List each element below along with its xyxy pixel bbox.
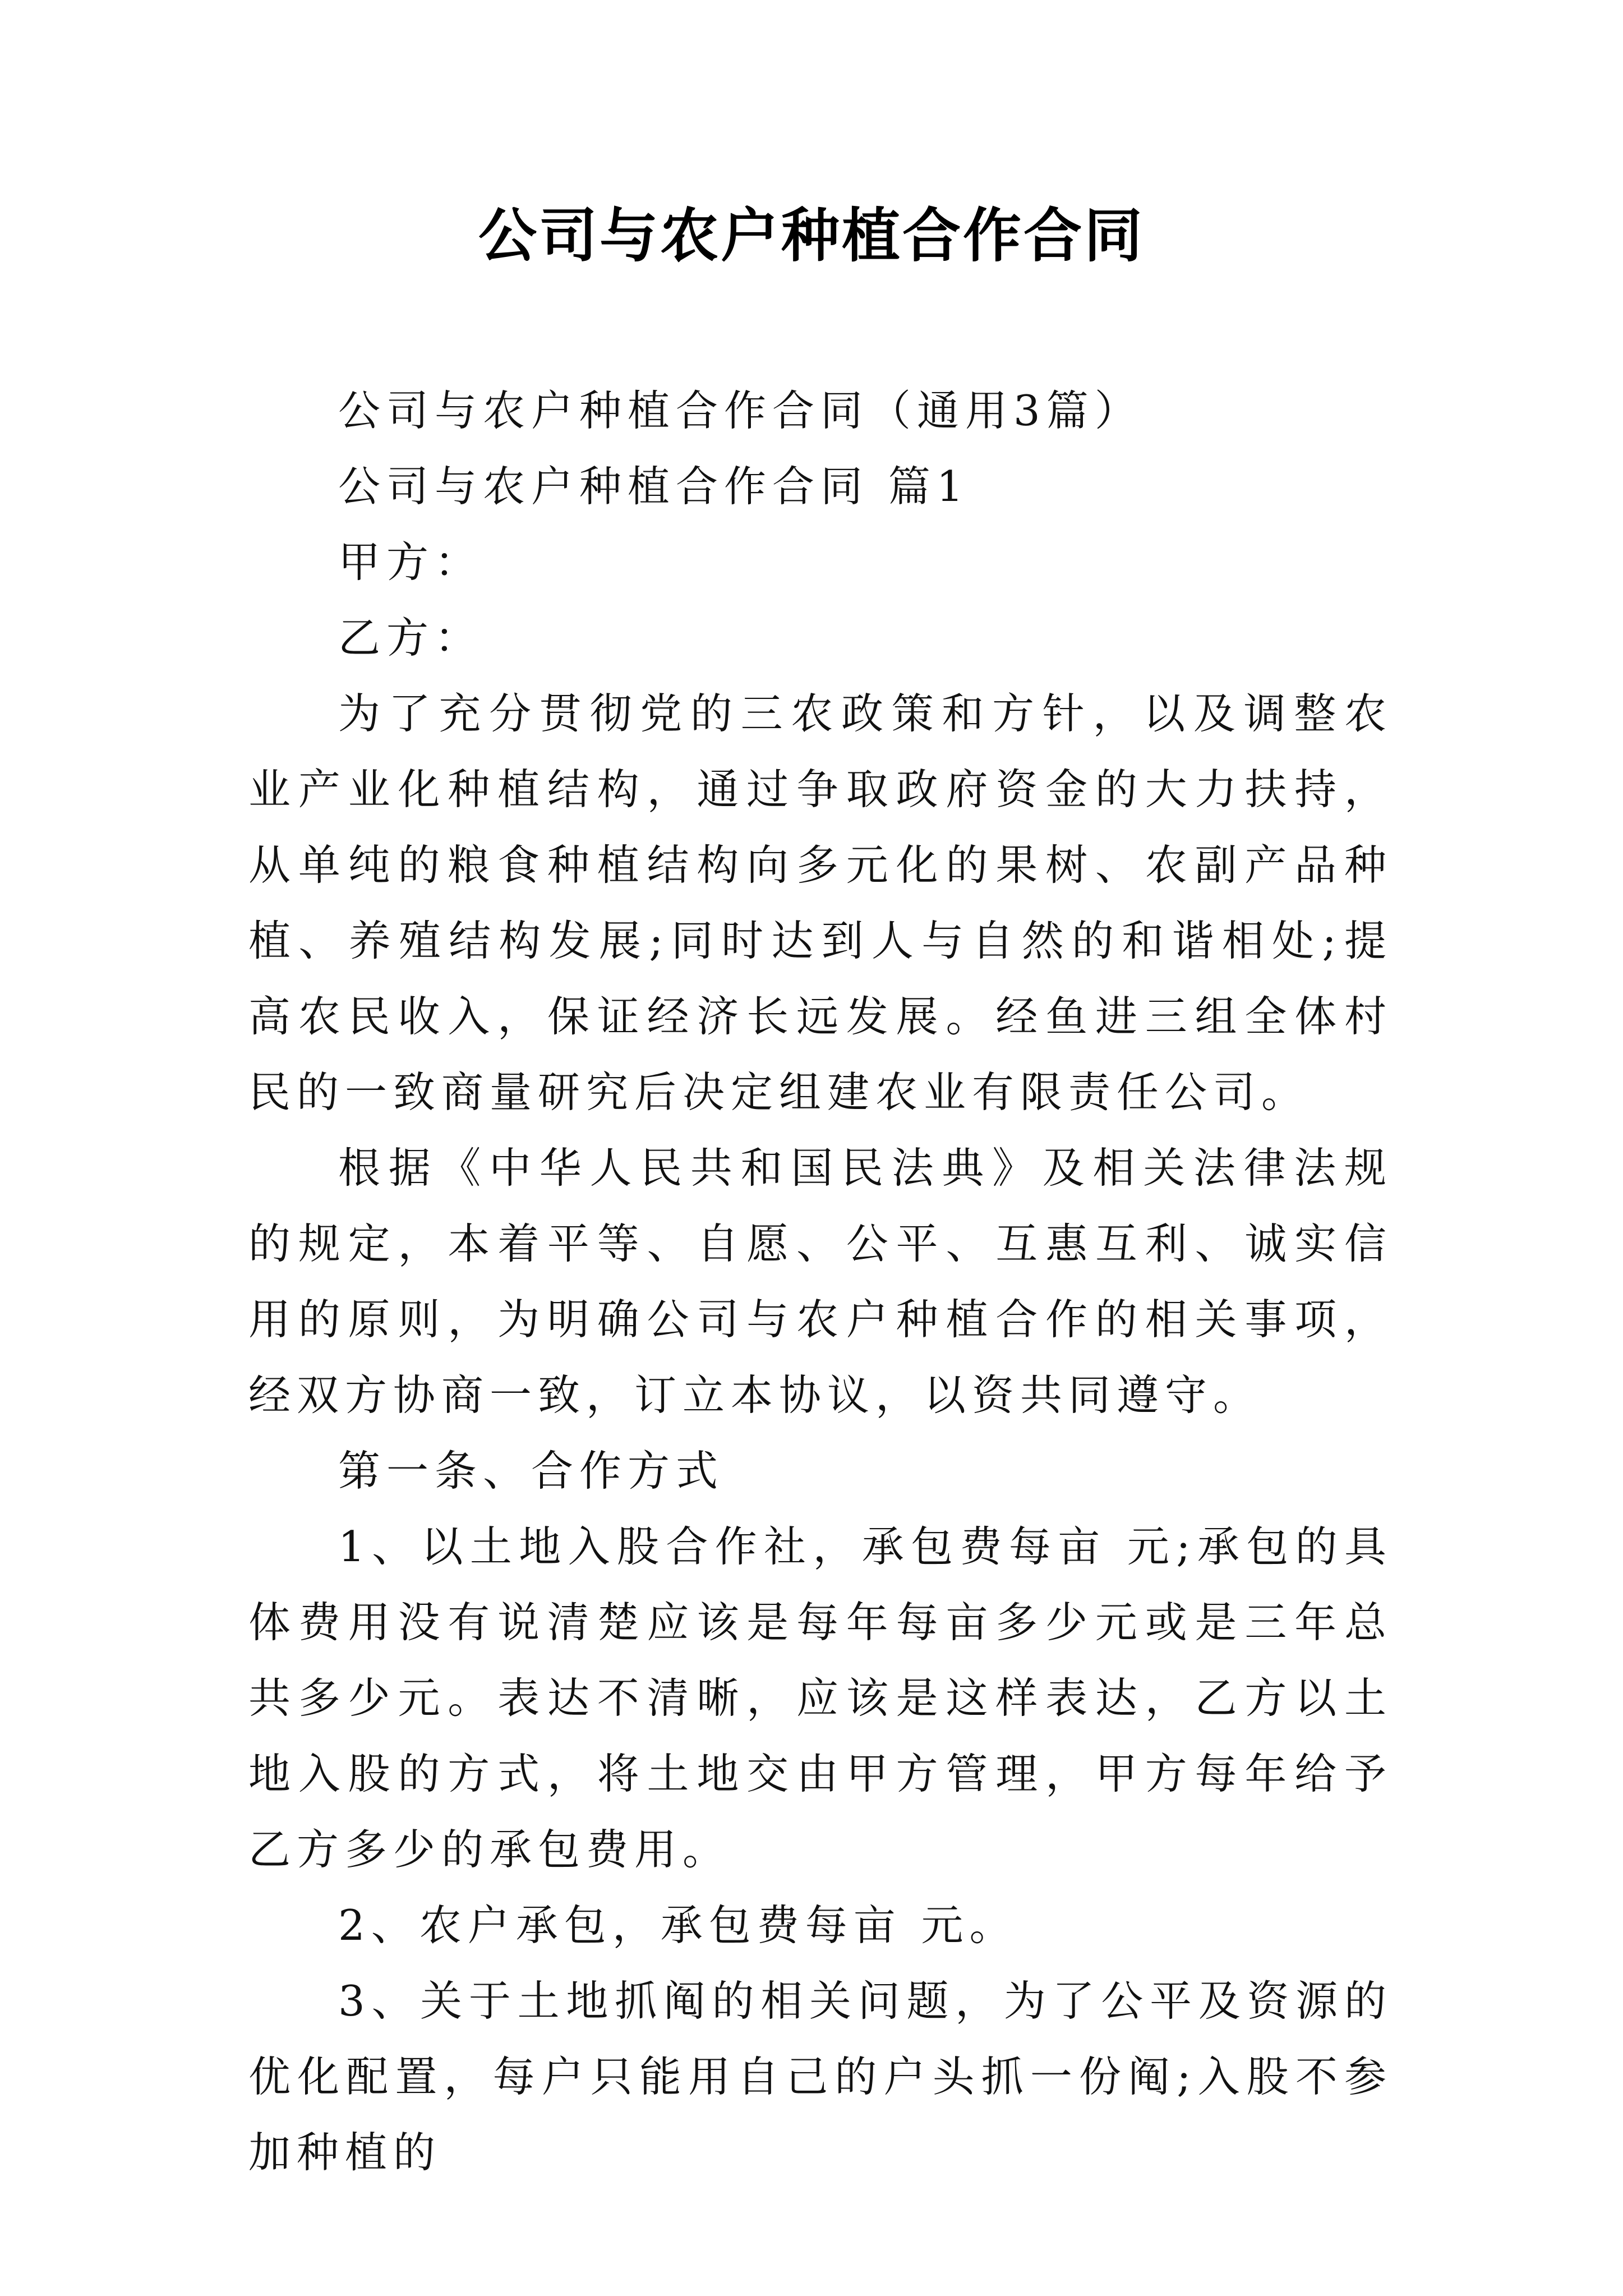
- section-heading: 公司与农户种植合作合同 篇1: [338, 462, 970, 511]
- body-paragraph: 根据《中华人民共和国民法典》及相关法律法规的规定，本着平等、自愿、公平、互惠互利、诚实信用的原则，为明确公司与农户种植合作的相关事项，经双方协商一致，订立本协议，以资共同遵守。: [248, 1143, 1393, 1420]
- party-a-line: 甲方：: [338, 537, 483, 587]
- document-title: 公司与农户种植合作合同: [478, 201, 1145, 270]
- clause-paragraph: 3、关于土地抓阄的相关问题，为了公平及资源的优化配置，每户只能用自己的户头抓一份阄;入股不参加种植的: [248, 1976, 1393, 2177]
- document-body: [248, 373, 1393, 2191]
- body-paragraph: 为了充分贯彻党的三农政策和方针，以及调整农业产业化种植结构，通过争取政府资金的大力扶持，从单纯的粮食种植结构向多元化的果树、农副产品种植、养殖结构发展;同时达到人与自然的和谐相处;提高农民收入，保证经济长远发展。经鱼进三组全体村民的一致商量研究后决定组建农业有限责任公司。: [248, 689, 1393, 1117]
- article-heading: 第一条、合作方式: [338, 1446, 725, 1496]
- clause-paragraph: 1、以土地入股合作社，承包费每亩 元;承包的具体费用没有说清楚应该是每年每亩多少元或是三年总共多少元。表达不清晰，应该是这样表达，乙方以土地入股的方式，将土地交由甲方管理，甲方每年给予乙方多少的承包费用。: [248, 1522, 1393, 1874]
- clause-paragraph: 2、农户承包，承包费每亩 元。: [338, 1901, 1018, 1950]
- party-b-line: 乙方：: [338, 613, 483, 662]
- subtitle-paragraph: 公司与农户种植合作合同（通用3篇）: [338, 386, 1143, 435]
